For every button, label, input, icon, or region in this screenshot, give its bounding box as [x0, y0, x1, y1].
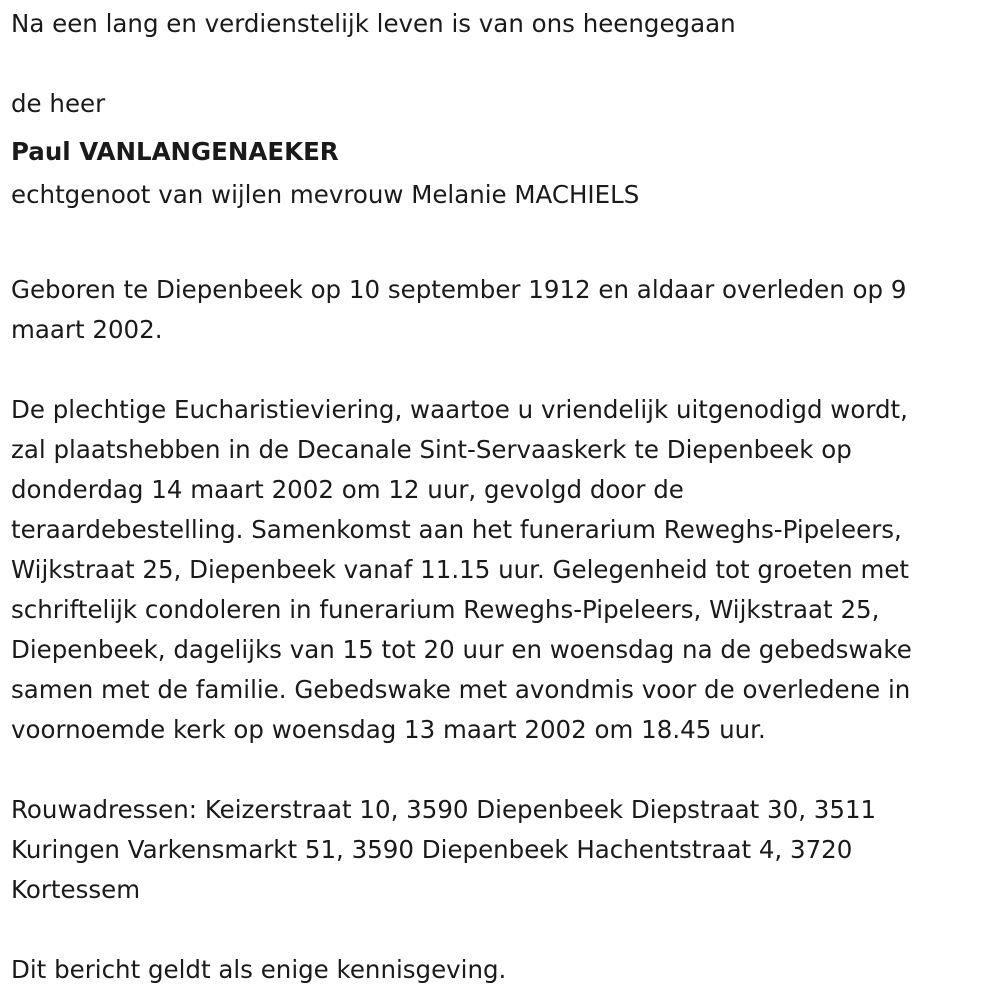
spouse-line: echtgenoot van wijlen mevrouw Melanie MACHIELS [11, 180, 640, 209]
paragraph-line: zal plaatshebben in de Decanale Sint-Servaaskerk te Diepenbeek op [11, 435, 852, 464]
paragraph-line: donderdag 14 maart 2002 om 12 uur, gevolgd door de [11, 475, 684, 504]
paragraph-line: Geboren te Diepenbeek op 10 september 1912 en aldaar overleden op 9 [11, 275, 907, 304]
paragraph-line: schriftelijk condoleren in funerarium Reweghs-Pipeleers, Wijkstraat 25, [11, 595, 880, 624]
paragraph-line: Kuringen Varkensmarkt 51, 3590 Diepenbeek Hachentstraat 4, 3720 [11, 835, 853, 864]
paragraph-line: Kortessem [11, 875, 141, 904]
deceased-name: Paul VANLANGENAEKER [11, 137, 339, 166]
spacer [11, 750, 996, 790]
paragraph-line: samen met de familie. Gebedswake met avondmis voor de overledene in [11, 675, 911, 704]
salutation: de heer [11, 89, 106, 118]
paragraph-line: teraardebestelling. Samenkomst aan het funerarium Reweghs-Pipeleers, [11, 515, 902, 544]
intro-line: Na een lang en verdienstelijk leven is van ons heengegaan [11, 9, 736, 38]
birth-death-paragraph [11, 270, 996, 350]
paragraph-line: Wijkstraat 25, Diepenbeek vanaf 11.15 uur. Gelegenheid tot groeten met [11, 555, 910, 584]
addresses-paragraph [11, 790, 996, 910]
spacer [11, 910, 996, 950]
paragraph-line: maart 2002. [11, 315, 163, 344]
obituary-notice [11, 4, 996, 990]
spacer [11, 350, 996, 390]
paragraph-line: De plechtige Eucharistieviering, waartoe u vriendelijk uitgenodigd wordt, [11, 395, 908, 424]
spacer [11, 44, 996, 84]
ceremony-paragraph [11, 390, 996, 750]
paragraph-line: Rouwadressen: Keizerstraat 10, 3590 Diepenbeek Diepstraat 30, 3511 [11, 795, 877, 824]
paragraph-line: voornoemde kerk op woensdag 13 maart 2002 om 18.45 uur. [11, 715, 766, 744]
paragraph-line: Diepenbeek, dagelijks van 15 tot 20 uur en woensdag na de gebedswake [11, 635, 912, 664]
closing-line: Dit bericht geldt als enige kennisgeving. [11, 955, 507, 984]
spacer [11, 230, 996, 270]
